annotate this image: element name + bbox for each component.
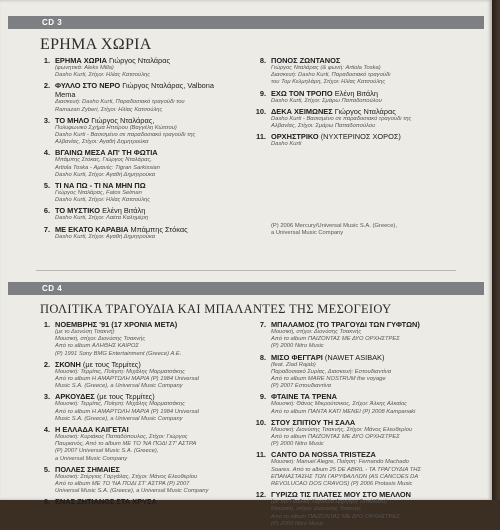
- track-title: ΠΟΝΟΣ ΖΩΝΤΑΝΟΣ: [271, 56, 341, 65]
- track-number: 10.: [255, 417, 266, 427]
- track-item: [34, 497, 239, 506]
- track-item: [250, 418, 465, 449]
- track-title: ΤΟ ΜΗΛΟ: [55, 115, 90, 125]
- track-item: [34, 181, 234, 204]
- track-credit: Από το album ΠΑΝΤΑ ΚΑΤΙ ΜΕΝΕΙ (P) 2008 Kampanaki: [271, 408, 416, 415]
- track-credit: Μουσική, στίχοι: Διονύσης Τσακνής: [271, 506, 362, 513]
- track-title-line: [271, 89, 460, 98]
- track-title-line: [55, 425, 239, 434]
- track-title: ΣΚΟΝΗ: [55, 359, 81, 369]
- track-credit: Soares. Από το album 25 DE ABRIL - ΤΑ ΤΡΑΓΟΥΔΙΑ ΤΗΣ: [271, 466, 421, 473]
- track-number: 7.: [43, 224, 50, 234]
- track-credit: Από το album ΜΕ ΤΟ 'ΝΑ ΠΟΔΙ ΣΤ' ΑΣΤΡΑ (P) 2007: [55, 481, 190, 488]
- track-title-line: [55, 465, 239, 474]
- track-number: 8.: [259, 352, 266, 362]
- track-artist: Γιώργος Νταλάρας: [334, 106, 396, 116]
- track-credit: Artiola Toska - Αμανές: Tigran Sarkissian: [55, 164, 160, 171]
- track-credit: Μουσική: Διονύσης Τσακνής, Στίχοι: Μάνος Ελευθερίου: [271, 426, 413, 433]
- cd3-copyright-line: a Universal Music Company: [271, 230, 344, 237]
- track-credit: Music S.A. (Greece), a Universal Music Company: [55, 383, 183, 390]
- track-number: 9.: [259, 88, 266, 98]
- track-item: [34, 465, 239, 496]
- track-credit: Μουσική: Στέργιος Γαργάλας, Στίχοι: Μάνος Ελευθερίου: [55, 473, 198, 480]
- track-item: [34, 148, 234, 179]
- track-credit: (με το Διονύση Τσακνή): [55, 329, 115, 335]
- track-item: [250, 89, 460, 105]
- track-artist: (ΝΥΧΤΕΡΙΝΟΣ ΧΟΡΟΣ): [320, 132, 401, 142]
- track-credit: Dasho Kurti, Στίχοι: Αγαθή Δημητρούκα: [55, 171, 156, 178]
- track-item: [250, 490, 465, 528]
- track-artist: (NAWET ASIBAK): [324, 352, 385, 362]
- track-title-line: [55, 56, 234, 65]
- track-credit: Παραδοσιακό Συρίας, Διασκευή: Εστουδιαντίνα: [271, 368, 392, 375]
- track-item: [34, 225, 234, 241]
- track-credit: Dasho Kurti, Στίχοι: Αγαθή Δημητρούκα: [55, 233, 156, 240]
- track-credit: Music S.A. (Greece), a Universal Music Company: [55, 415, 183, 422]
- track-item: [250, 450, 465, 488]
- track-credit: Από το album ΑΛΗΘΗΣ ΚΑΙΡΟΣ: [55, 343, 139, 350]
- track-credit: Μουσική: Τερμίτες, Ποίηση: Μιχάλης Μαρματσάκης: [55, 401, 185, 408]
- track-credit: (feat. Ziad Rajab): [271, 361, 316, 368]
- track-number: 11.: [256, 132, 266, 142]
- track-credit: του Τομ Κελμηλάρη, Στίχοι: Ηλίας Κατσούλης: [271, 79, 386, 86]
- track-artist: Γιώργος Νταλάρας: [108, 56, 171, 65]
- track-number: 2.: [43, 359, 50, 369]
- track-title: ΕΡΗΜΑ ΧΩΡΙΑ: [55, 56, 107, 65]
- track-credit: Από το album ΠΑΙΖΟΝΤΑΣ ΜΕ ΔΥΟ ΟΡΧΗΣΤΡΕΣ: [271, 336, 400, 343]
- track-item: [34, 116, 234, 147]
- track-artist: Γιώργος Νταλάρας, Valbona Mema: [55, 81, 215, 100]
- track-number: 11.: [256, 450, 266, 460]
- track-artist: Ελένη Βιτάλη: [334, 88, 378, 98]
- track-artist: Μπάμπης Στόκας: [130, 224, 188, 234]
- track-credit: Αλβανίας, Στίχοι: Σμάρω Παπαδοπούλου: [271, 123, 376, 130]
- track-title-line: [55, 497, 239, 506]
- track-title: Η ΕΛΛΑΔΑ ΚΑΙΓΕΤΑΙ: [55, 425, 129, 435]
- track-number: 4.: [43, 425, 50, 435]
- track-credit: (P) 2007 Εστουδιαντίνα: [271, 383, 332, 390]
- section-divider: [36, 270, 456, 271]
- track-title: ΝΟΕΜΒΡΗΣ '91 (17 ΧΡΟΝΙΑ ΜΕΤΑ): [55, 320, 178, 329]
- track-item: [250, 107, 460, 130]
- track-title-line: [55, 81, 234, 99]
- track-number: 6.: [43, 497, 50, 507]
- track-artist: Ελένη Βιτάλη: [102, 206, 146, 216]
- track-title: ΜΙΣΟ ΦΕΓΓΑΡΙ: [271, 352, 323, 362]
- track-title-line: [271, 490, 465, 499]
- track-credit: (φωνητικά: Aleks Milla): [55, 65, 114, 71]
- cd3-tracklist-right: [250, 56, 460, 150]
- track-artist: (με τους Τερμίτες): [96, 392, 155, 402]
- track-credit: (με την Παιδική Χορωδία Δημήτρη Τυπάλδου): [271, 499, 387, 506]
- track-number: 3.: [43, 392, 50, 402]
- track-title-line: [271, 353, 465, 362]
- track-title-line: [55, 181, 234, 190]
- track-credit: (P) 1991 Sony BMG Entertainment (Greece) A.E.: [55, 350, 182, 357]
- track-title: ΦΥΛΛΟ ΣΤΟ ΝΕΡΟ: [55, 81, 121, 91]
- track-credit: Μουσική, στίχοι: Διονύσης Τσακνής: [55, 336, 146, 343]
- track-title: ΑΡΚΟΥΔΕΣ: [55, 392, 95, 402]
- track-credit: Διασκευή: Dasho Kurti, Παραδοσιακό τραγούδι: [271, 72, 391, 79]
- track-title: ΜΕ ΕΚΑΤΟ ΚΑΡΑΒΙΑ: [55, 224, 129, 234]
- track-credit: Παυριανός, Από το album ΜΕ ΤΟ 'ΝΑ ΠΟΔΙ ΣΤ' ΑΣΤΡΑ: [55, 441, 197, 448]
- track-item: [34, 360, 239, 391]
- track-title: ΠΟΛΛΕΣ ΣΗΜΑΙΕΣ: [55, 464, 120, 474]
- track-credit: ΕΠΑΝΑΣΤΑΣΗΣ ΤΩΝ ΓΑΡΥΦΑΛΛΩΝ (AS CANCOES DA: [271, 473, 419, 480]
- track-number: 5.: [43, 181, 50, 191]
- track-number: 12.: [255, 490, 266, 500]
- track-credit: Dasho Kurti - Βασισμένο σε παραδοσιακό τραγούδι της: [55, 132, 196, 139]
- track-title: ΔΕΚΑ ΧΕΙΜΩΝΕΣ: [271, 106, 333, 116]
- track-number: 5.: [43, 464, 50, 474]
- track-number: 3.: [43, 115, 50, 125]
- track-credit: Dasho Kurti, Στίχοι: Ηλίας Κατσούλης: [55, 197, 151, 204]
- track-artist: (με τους Τερμίτες): [82, 359, 141, 369]
- track-title: ΕΝΑΣ ΖΗΤΙΑΝΟΣ ΣΤΑ ΧΡΥΣΑ: [55, 497, 157, 507]
- track-credit: Από το album Η ΑΜΑΡΤΩΛΗ ΜΑΡΙΑ (P) 1984 Universal: [55, 376, 199, 383]
- track-artist: Γιώργος Νταλάρας,: [91, 115, 155, 125]
- track-title-line: [55, 116, 234, 125]
- track-title: ΣΤΟΥ ΣΠΙΤΙΟΥ ΤΗ ΣΑΛΑ: [271, 417, 356, 427]
- track-credit: Ramazan Zyberi, Στίχοι: Ηλίας Κατσούλης: [55, 106, 163, 113]
- cd4-tracklist-right: [250, 320, 465, 530]
- track-credit: (P) 2000 Nitro Music: [271, 520, 324, 527]
- track-item: [250, 353, 465, 391]
- track-title-line: [55, 225, 234, 234]
- track-credit: Από το album Η ΑΜΑΡΤΩΛΗ ΜΑΡΙΑ (P) 1984 Universal: [55, 408, 199, 415]
- track-credit: Dasho Kurti, Στίχοι: Ηλίας Κατσούλης: [55, 72, 151, 79]
- track-title-line: [271, 132, 460, 141]
- cd3-tracklist-left: [34, 56, 234, 243]
- track-number: 8.: [259, 56, 266, 65]
- track-credit: Dasho Kurti, Στίχοι: Σμάρω Παπαδοπούλου: [271, 97, 382, 104]
- track-title-line: [271, 56, 460, 65]
- track-item: [34, 425, 239, 463]
- track-credit: Dasho Kurti: [271, 141, 302, 148]
- track-item: [34, 392, 239, 423]
- track-title-line: [271, 418, 465, 427]
- track-number: 1.: [43, 56, 50, 65]
- track-credit: Γιώργος Νταλάρας, Fatos Selman: [55, 190, 142, 197]
- track-number: 2.: [43, 81, 50, 91]
- track-credit: Μουσική, στίχοι: Διονύσης Τσακνής: [271, 329, 362, 335]
- track-credit: Μουσική: Θάνος Μικρούτσικος, Στίχοι: Άλκης Αλκαίος: [271, 401, 407, 408]
- track-credit: Από το album ΠΑΙΖΟΝΤΑΣ ΜΕ ΔΥΟ ΟΡΧΗΣΤΡΕΣ: [271, 434, 400, 441]
- track-item: [34, 81, 234, 113]
- track-credit: Dasho Kurti, Στίχοι: Λαέτα Καλημέρη: [55, 215, 149, 222]
- track-title-line: [271, 107, 460, 116]
- track-item: [34, 320, 239, 358]
- track-credit: Μουσική: Κυριάκος Παπαδόπουλος, Στίχοι: Γιώργος: [55, 434, 188, 441]
- track-credit: Μπάμπης Στόκας, Γιώργος Νταλάρας,: [55, 157, 152, 164]
- track-title: ΕΧΩ ΤΟΝ ΤΡΟΠΟ: [271, 88, 333, 98]
- track-credit: Αλβανίας, Στίχοι: Αγαθή Δημητρούκα: [55, 139, 149, 146]
- track-title: ΦΤΑΙΝΕ ΤΑ ΤΡΕΝΑ: [271, 392, 337, 402]
- track-credit: a Universal Music Company: [55, 455, 128, 462]
- track-number: 9.: [259, 392, 266, 402]
- track-item: [250, 56, 460, 87]
- track-title: ΟΡΧΗΣΤΡΙΚΟ: [271, 132, 319, 142]
- track-number: 10.: [255, 106, 266, 116]
- background-edge: [492, 0, 500, 500]
- track-credit: Μουσική: Manuel Alegre, Ποίηση: Fernando Machado: [271, 459, 409, 466]
- track-title: CANTO DA NOSSA TRISTEZA: [271, 450, 376, 460]
- track-title: ΒΓΑΙΝΩ ΜΕΣΑ ΑΠ' ΤΗ ΦΩΤΙΑ: [55, 148, 158, 158]
- track-title: ΤΟ ΜΥΣΤΙΚΟ: [55, 206, 101, 216]
- cd4-header-bar: [8, 282, 484, 295]
- track-credit: Dasho Kurti - Βασισμένο σε παραδοσιακό τραγούδι της: [271, 115, 412, 122]
- cd3-header-bar: [8, 16, 484, 29]
- track-number: 7.: [259, 320, 266, 329]
- cd3-copyright: [271, 223, 397, 237]
- track-credit: (P) 2007 Universal Music S.A. (Greece),: [55, 448, 159, 455]
- track-credit: (P) 2000 Nitro Music: [271, 343, 324, 350]
- track-credit: Από το album MARE NOSTRUM the voyage: [271, 376, 386, 383]
- cd3-label: CD 3: [42, 18, 63, 27]
- track-credit: Από το album ΠΑΙΖΟΝΤΑΣ ΜΕ ΔΥΟ ΟΡΧΗΣΤΡΕΣ: [271, 513, 400, 520]
- track-number: 4.: [43, 148, 50, 158]
- cd3-copyright-line: (P) 2006 Mercury/Universal Music S.A. (Greece),: [271, 223, 397, 229]
- track-item: [250, 132, 460, 148]
- track-item: [34, 206, 234, 222]
- track-credit: REVOLUCAO DOS CRAVOS) (P) 2006 Protasis Music: [271, 481, 413, 488]
- track-number: 6.: [43, 206, 50, 216]
- track-item: [250, 320, 465, 351]
- track-credit: Διασκευή: Dasho Kurti, Παραδοσιακό τραγούδι του: [55, 99, 185, 106]
- track-title: ΜΠΑΛΑΜΟΣ (ΤΟ ΤΡΑΓΟΥΔΙ ΤΩΝ ΓΥΦΤΩΝ): [271, 320, 420, 329]
- track-number: 1.: [43, 320, 50, 329]
- track-credit: Universal Music S.A. (Greece), a Universal Music Company: [55, 488, 209, 495]
- track-credit: Γιώργος Νταλάρας (& φωνή: Artiola Toska): [271, 65, 381, 71]
- track-title-line: [55, 320, 239, 329]
- cd3-title: ΕΡΗΜΑ ΧΩΡΙΑ: [40, 36, 152, 53]
- cd4-tracklist-left: [34, 320, 239, 508]
- track-title: ΤΙ ΝΑ ΠΩ - ΤΙ ΝΑ ΜΗΝ ΠΩ: [55, 181, 146, 191]
- cd4-label: CD 4: [42, 284, 63, 293]
- track-credit: Πολυφωνικό Σχήμα Ηπείρου (Βαγγέλη Κώτσου): [55, 124, 177, 131]
- track-title: ΓΥΡΙΖΩ ΤΙΣ ΠΛΑΤΕΣ ΜΟΥ ΣΤΟ ΜΕΛΛΟΝ: [271, 490, 411, 500]
- cd4-title: ΠΟΛΙΤΙΚΑ ΤΡΑΓΟΥΔΙΑ ΚΑΙ ΜΠΑΛΑΝΤΕΣ ΤΗΣ ΜΕΣΟΓΕΙΟΥ: [40, 302, 392, 316]
- track-item: [250, 392, 465, 415]
- track-title-line: [55, 360, 239, 369]
- track-title-line: [271, 320, 465, 329]
- track-credit: (P) 2000 Nitro Music: [271, 441, 324, 448]
- track-item: [34, 56, 234, 79]
- track-credit: Μουσική: Τερμίτες, Ποίηση: Μιχάλης Μαρματσάκης: [55, 368, 185, 375]
